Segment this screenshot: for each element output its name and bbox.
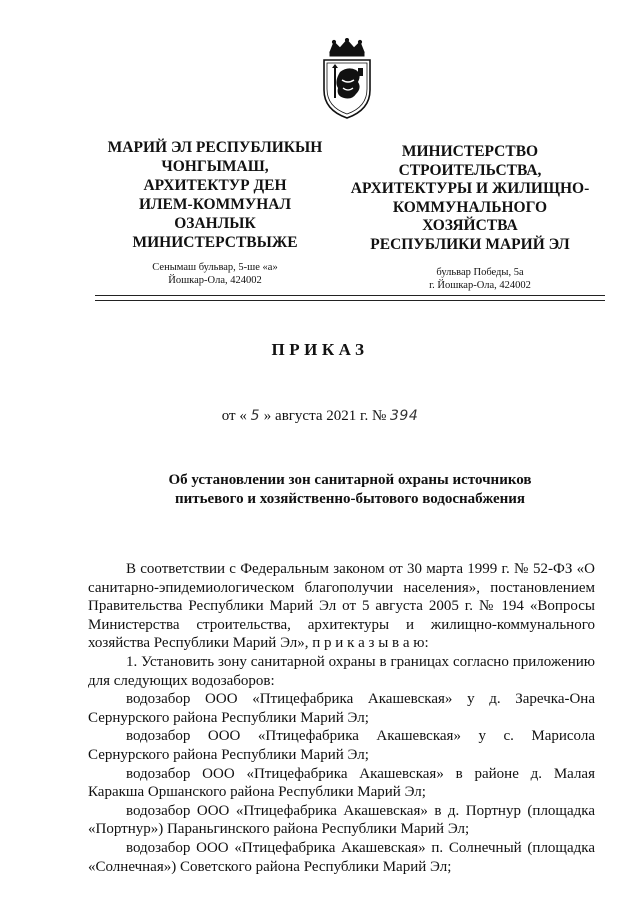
body-paragraph: В соответствии с Федеральным законом от 30 марта 1999 г. № 52-ФЗ «О санитарно-эпидемиологическом благополучии населения», постановлением Правительства Республики Марий Эл от 5 августа 2005 г. № 194 «Вопросы Министерства строительства, архитектуры и жилищно-коммунального хозяйства Республики Марий Эл», п р и к а з ы в а ю:	[88, 561, 595, 652]
ministry-name-line: МИНИСТЕРСТВЫЖЕ	[132, 234, 298, 251]
address-line: Йошкар-Ола, 424002	[168, 275, 262, 286]
address-line: Сенымаш бульвар, 5-ше «а»	[152, 262, 278, 273]
ministry-name-line: ОЗАНЛЫК	[174, 215, 256, 232]
body-paragraph: водозабор ООО «Птицефабрика Акашевская» п. Солнечный (площадка «Солнечная») Советского района Республики Марий Эл;	[88, 839, 595, 875]
address-line: бульвар Победы, 5а	[436, 267, 524, 278]
ministry-name-line: СТРОИТЕЛЬСТВА,	[398, 161, 542, 179]
header-divider	[95, 295, 605, 296]
coat-of-arms-icon	[318, 38, 376, 120]
header-divider-thin	[95, 300, 605, 301]
ministry-name-line: ИЛЕМ-КОММУНАЛ	[138, 196, 292, 213]
body-paragraph: 1. Установить зону санитарной охраны в границах согласно приложению для следующих водозаборов:	[88, 653, 595, 689]
ministry-name-line: КОММУНАЛЬНОГО	[392, 198, 548, 216]
address-mari	[115, 261, 315, 287]
subject-line: питьевого и хозяйственно-бытового водоснабжения	[174, 491, 526, 507]
body-paragraph: водозабор ООО «Птицефабрика Акашевская» в районе д. Малая Каракша Оршанского района Республики Марий Эл;	[88, 765, 595, 801]
ministry-name-line: АРХИТЕКТУР ДЕН	[143, 177, 287, 194]
body-paragraph: водозабор ООО «Птицефабрика Акашевская» у д. Заречка-Она Сернурского района Республики Марий Эл;	[88, 691, 595, 726]
order-subject	[120, 471, 580, 509]
ministry-name-mari	[95, 138, 335, 252]
ministry-name-line: АРХИТЕКТУРЫ И ЖИЛИЩНО-	[350, 180, 590, 197]
address-russian	[380, 266, 580, 292]
document-title: ПРИКАЗ	[271, 340, 369, 359]
address-line: г. Йошкар-Ола, 424002	[429, 280, 531, 291]
body-paragraph: водозабор ООО «Птицефабрика Акашевская» у с. Марисола Сернурского района Республики Марий Эл;	[88, 728, 595, 763]
order-day-handwritten: 5	[250, 408, 261, 424]
document-body	[88, 560, 595, 876]
ministry-name-line: МАРИЙ ЭЛ РЕСПУБЛИКЫН	[107, 139, 323, 156]
ministry-name-line: МИНИСТЕРСТВО	[401, 143, 539, 160]
order-date-number	[0, 408, 640, 425]
order-prefix: от «	[221, 408, 247, 424]
ministry-name-line: РЕСПУБЛИКИ МАРИЙ ЭЛ	[370, 235, 570, 253]
body-paragraph: водозабор ООО «Птицефабрика Акашевская» в д. Портнур (площадка «Портнур») Параньгинского района Республики Марий Эл;	[88, 802, 595, 838]
order-number-handwritten: 394	[390, 408, 419, 424]
order-middle: » августа 2021 г. №	[263, 408, 387, 424]
ministry-name-line: ХОЗЯЙСТВА	[422, 217, 518, 234]
subject-line: Об установлении зон санитарной охраны источников	[168, 472, 532, 488]
ministry-name-line: ЧОНГЫМАШ,	[161, 158, 269, 175]
ministry-name-russian	[345, 143, 595, 254]
